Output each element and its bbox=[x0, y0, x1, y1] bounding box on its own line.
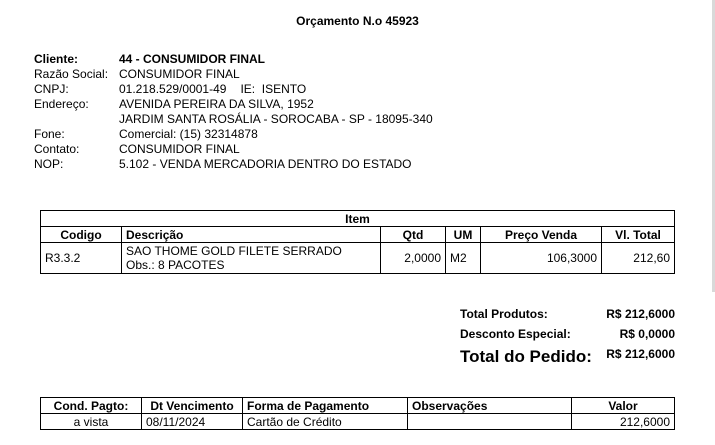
total-produtos-label: Total Produtos: bbox=[460, 307, 548, 321]
cnpj-row bbox=[34, 82, 433, 97]
total-pedido-label: Total do Pedido: bbox=[460, 347, 592, 366]
payment-table bbox=[40, 397, 675, 430]
item-qtd: 2,0000 bbox=[381, 243, 446, 274]
fone-value: Comercial: (15) 32314878 bbox=[119, 127, 258, 141]
total-pedido-value: R$ 212,6000 bbox=[606, 347, 675, 361]
item-um: M2 bbox=[446, 243, 481, 274]
document-title: Orçamento N.o 45923 bbox=[296, 14, 419, 28]
header-valor: Valor bbox=[572, 398, 675, 414]
payment-obs bbox=[408, 414, 572, 430]
total-pedido-row bbox=[460, 344, 675, 370]
desconto-value: R$ 0,0000 bbox=[619, 327, 675, 341]
payment-forma: Cartão de Crédito bbox=[243, 414, 408, 430]
cliente-value: 44 - CONSUMIDOR FINAL bbox=[119, 52, 266, 66]
cliente-label: Cliente: bbox=[34, 52, 79, 66]
fone-label: Fone: bbox=[34, 127, 65, 141]
ie-value: ISENTO bbox=[261, 82, 307, 96]
item-descricao: SAO THOME GOLD FILETE SERRADO bbox=[126, 244, 342, 258]
header-codigo: Codigo bbox=[41, 227, 122, 243]
header-um: UM bbox=[446, 227, 481, 243]
endereco-row bbox=[34, 97, 433, 112]
razao-value: CONSUMIDOR FINAL bbox=[119, 67, 240, 81]
header-forma: Forma de Pagamento bbox=[243, 398, 408, 414]
header-obs: Observações bbox=[408, 398, 572, 414]
razao-row bbox=[34, 67, 433, 82]
contato-value: CONSUMIDOR FINAL bbox=[119, 142, 240, 156]
contato-label: Contato: bbox=[34, 142, 80, 156]
header-qtd: Qtd bbox=[381, 227, 446, 243]
cnpj-value: 01.218.529/0001-49 bbox=[119, 82, 227, 96]
fone-row bbox=[34, 127, 433, 142]
endereco-row-2 bbox=[34, 112, 433, 127]
desconto-label: Desconto Especial: bbox=[460, 327, 571, 341]
endereco-line2: JARDIM SANTA ROSÁLIA - SOROCABA - SP - 18095-340 bbox=[119, 112, 433, 126]
item-total: 212,60 bbox=[602, 243, 675, 274]
header-cond: Cond. Pagto: bbox=[41, 398, 142, 414]
desconto-row bbox=[460, 324, 675, 344]
payment-vencimento: 08/11/2024 bbox=[142, 414, 243, 430]
payment-cond: a vista bbox=[41, 414, 142, 430]
total-produtos-row bbox=[460, 304, 675, 324]
totals-block bbox=[460, 304, 675, 370]
table-row bbox=[41, 243, 675, 274]
client-info bbox=[34, 52, 433, 172]
item-codigo: R3.3.2 bbox=[41, 243, 122, 274]
total-produtos-value: R$ 212,6000 bbox=[606, 307, 675, 321]
items-caption: Item bbox=[41, 211, 675, 227]
item-preco: 106,3000 bbox=[481, 243, 602, 274]
ie-label: IE: bbox=[240, 82, 256, 96]
nop-label: NOP: bbox=[34, 157, 64, 171]
endereco-label: Endereço: bbox=[34, 97, 89, 111]
endereco-line1: AVENIDA PEREIRA DA SILVA, 1952 bbox=[119, 97, 314, 111]
nop-row bbox=[34, 157, 433, 172]
client-row bbox=[34, 52, 433, 67]
header-total: Vl. Total bbox=[602, 227, 675, 243]
nop-value: 5.102 - VENDA MERCADORIA DENTRO DO ESTADO bbox=[119, 157, 412, 171]
header-vencimento: Dt Vencimento bbox=[142, 398, 243, 414]
table-row bbox=[41, 414, 675, 430]
cnpj-label: CNPJ: bbox=[34, 82, 69, 96]
header-descricao: Descrição bbox=[122, 227, 381, 243]
razao-label: Razão Social: bbox=[34, 67, 109, 81]
item-descricao-cell bbox=[122, 243, 381, 274]
item-obs: Obs.: 8 PACOTES bbox=[126, 258, 225, 272]
header-preco: Preço Venda bbox=[481, 227, 602, 243]
items-table bbox=[40, 210, 675, 274]
payment-valor: 212,6000 bbox=[572, 414, 675, 430]
contato-row bbox=[34, 142, 433, 157]
